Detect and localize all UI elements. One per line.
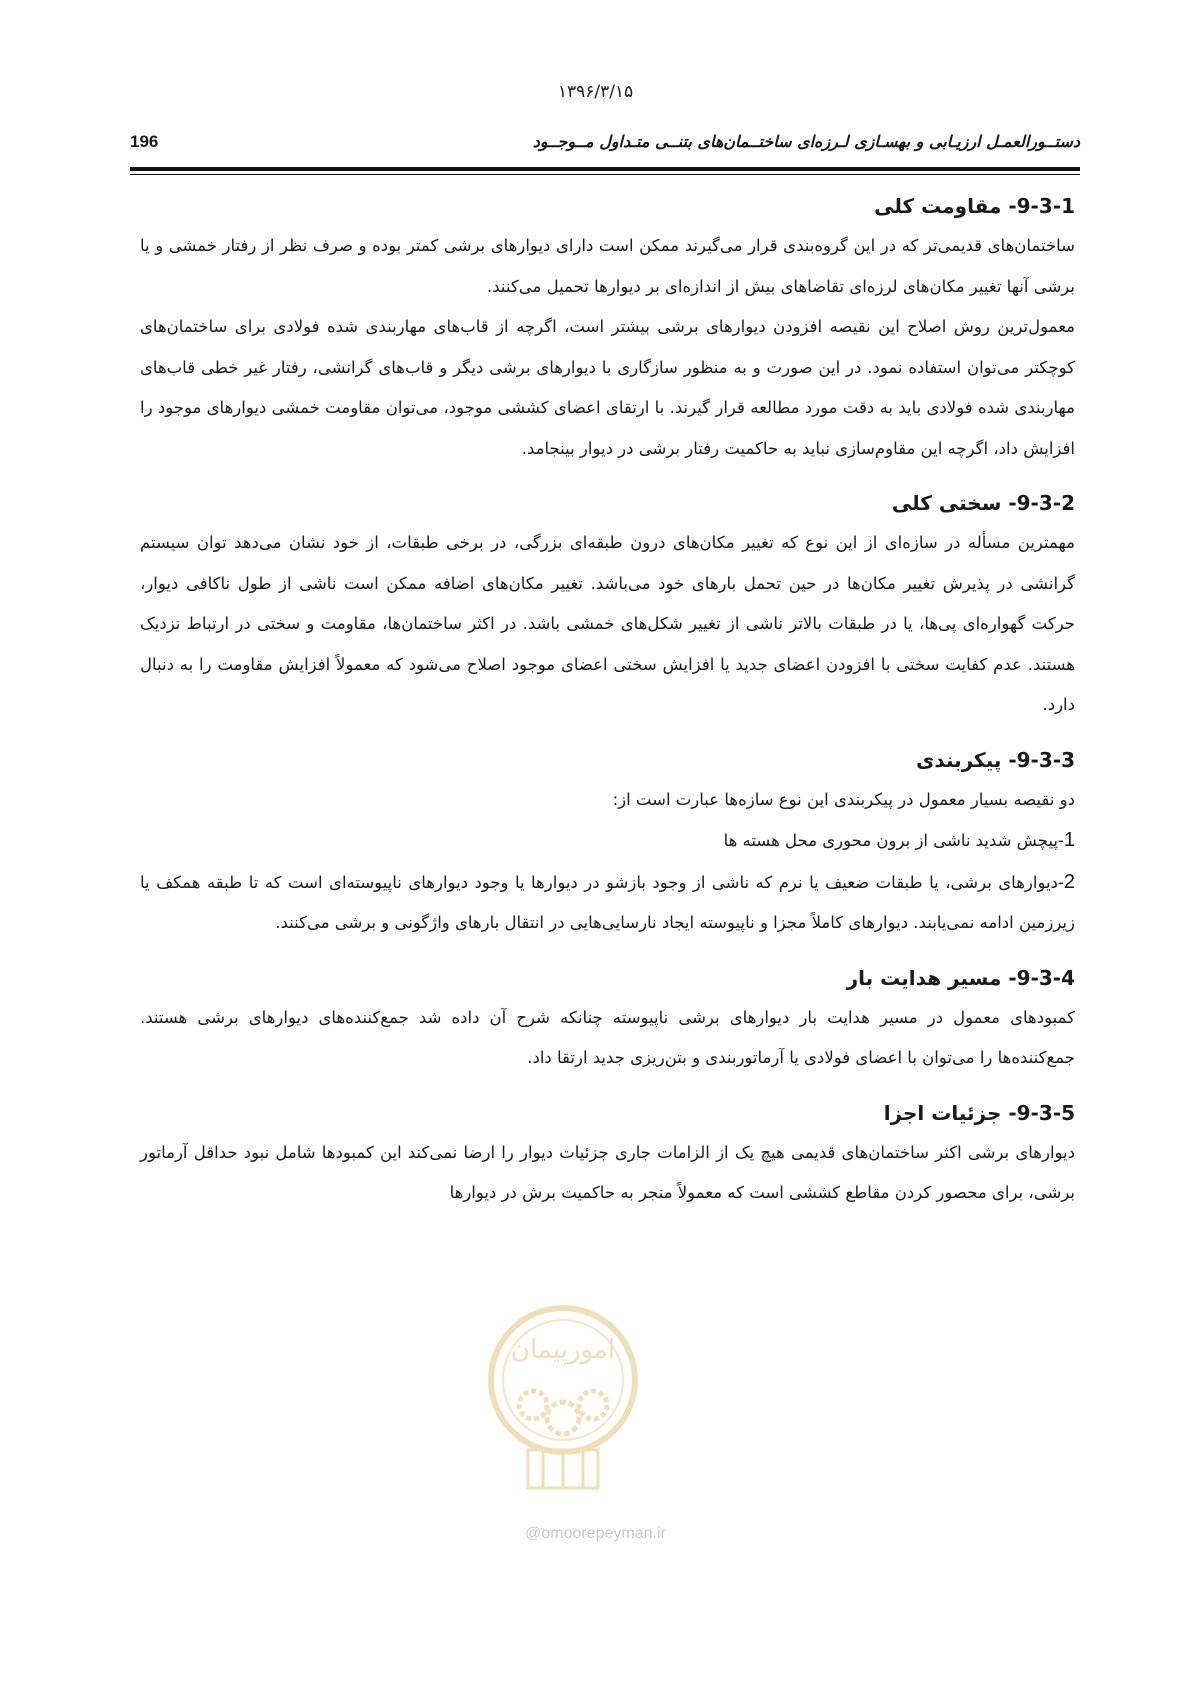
section-load-path (140, 958, 1075, 1079)
list-item (140, 820, 1075, 862)
header-rule-thick (130, 167, 1080, 171)
section-overall-stiffness (140, 483, 1075, 726)
list-item-text: -دیوارهای برشی، یا طبقات ضعیف یا نرم که ناشی از وجود بازشو در دیوارها یا وجود دیوارهای ناپیوسته‌ای است که تا طبقه همکف یا زیرزمین ادامه نمی‌یابند. دیوارهای کاملاً مجزا و ناپیوسته ایجاد نارسایی‌هایی در انتقال بارهای واژگونی و برشی می‌کنند. (140, 872, 1075, 932)
watermark-logo-text: امورپیمان (510, 1335, 616, 1365)
section-title: 9-3-2- سختی کلی (891, 491, 1075, 515)
section-title: 9-3-1- مقاومت کلی (874, 194, 1075, 218)
document-body (140, 186, 1075, 1228)
section-title: 9-3-5- جزئیات اجزا (883, 1100, 1075, 1125)
section-configuration (140, 740, 1075, 944)
list-item-number: 2 (1063, 870, 1075, 893)
paragraph: مهمترین مسأله در سازه‌ای از این نوع که تغییر مکان‌های درون طبقه‌ای بزرگی، در برخی طبقات، از خود نشان می‌دهد توان سیستم گرانشی در پذیرش تغییر مکان‌ها در حین تحمل بارهای خود می‌باشد. تغییر مکان‌های اضافه ممکن است ناشی از طول ناکافی دیوار، حرکت گهواره‌ای پی‌ها، یا در طبقات بالاتر ناشی از تغییر شکل‌های خمشی باشد. در اکثر ساختمان‌ها، مقاومت و سختی در ارتباط نزدیک هستند. عدم کفایت سختی با افزودن اعضای جدید یا افزایش سختی اعضای موجود اصلاح می‌شود که معمولاً افزایش مقاومت را به دنبال دارد. (140, 533, 1075, 714)
paragraph: دو نقیصه بسیار معمول در پیکربندی این نوع سازه‌ها عبارت است از: (612, 789, 1075, 809)
watermark-site: @omoorepeyman.ir (525, 1525, 666, 1542)
paragraph: کمبودهای معمول در مسیر هدایت بار دیوارهای برشی ناپیوسته چنانکه شرح آن داده شد جمع‌کننده‌های دیوارهای برشی هستند. جمع‌کننده‌ها را می‌توان با اعضای فولادی یا آرماتوربندی و بتن‌ریزی جدید ارتقا داد. (140, 1007, 1075, 1067)
section-title: 9-3-4- مسیر هدایت بار (846, 965, 1075, 990)
running-title: دستــورالعمـل ارزیـابی و بهسـازی لـرزه‌ای ساختــمان‌های بتنــی متـداول مــوجــود (532, 132, 1080, 151)
list-item-text: -پیچش شدید ناشی از برون محوری محل هسته ها (723, 831, 1064, 850)
list-item (140, 862, 1075, 944)
page-number: 196 (130, 132, 159, 151)
document-date: ۱۳۹۶/۳/۱۵ (557, 82, 634, 102)
watermark-logo (473, 1300, 653, 1500)
section-overall-strength (140, 186, 1075, 469)
list-item-number: 1 (1063, 829, 1075, 851)
page-header (130, 128, 1080, 158)
paragraph: دیوارهای برشی اکثر ساختمان‌های قدیمی هیچ یک از الزامات جاری جزئیات دیوار را ارضا نمی‌کند این کمبودها شامل نبود حداقل آرماتور برشی، برای محصور کردن مقاطع کششی است که معمولاً منجر به حاکمیت برش در دیوارها (140, 1142, 1075, 1202)
paragraph: ساختمان‌های قدیمی‌تر که در این گروه‌بندی قرار می‌گیرند ممکن است دارای دیوارهای برشی کمتر بوده و صرف نظر از رفتار خمشی و یا برشی آنها تغییر مکان‌های لرزه‌ای تقاضاهای بیش از اندازه‌ای بر دیوارها تحمیل می‌کنند. (140, 236, 1075, 296)
section-component-details (140, 1093, 1075, 1214)
paragraph: معمول‌ترین روش اصلاح این نقیصه افزودن دیوارهای برشی بیشتر است، اگرچه از قاب‌های مهاربندی شده فولادی برای ساختمان‌های کوچکتر می‌توان استفاده نمود. در این صورت و به منظور سازگاری با دیوارهای برشی دیگر و قاب‌های گرانشی، رفتار غیر خطی قاب‌های مهاربندی شده فولادی باید به دقت مورد مطالعه قرار گیرند. با ارتقای اعضای کششی موجود، می‌توان مقاومت خمشی دیوارهای موجود را افزایش داد، اگرچه این مقاوم‌سازی نباید به حاکمیت رفتار برشی در دیوار بینجامد. (140, 317, 1075, 458)
header-rule-thin (130, 174, 1080, 175)
section-title: 9-3-3- پیکربندی (916, 747, 1075, 772)
